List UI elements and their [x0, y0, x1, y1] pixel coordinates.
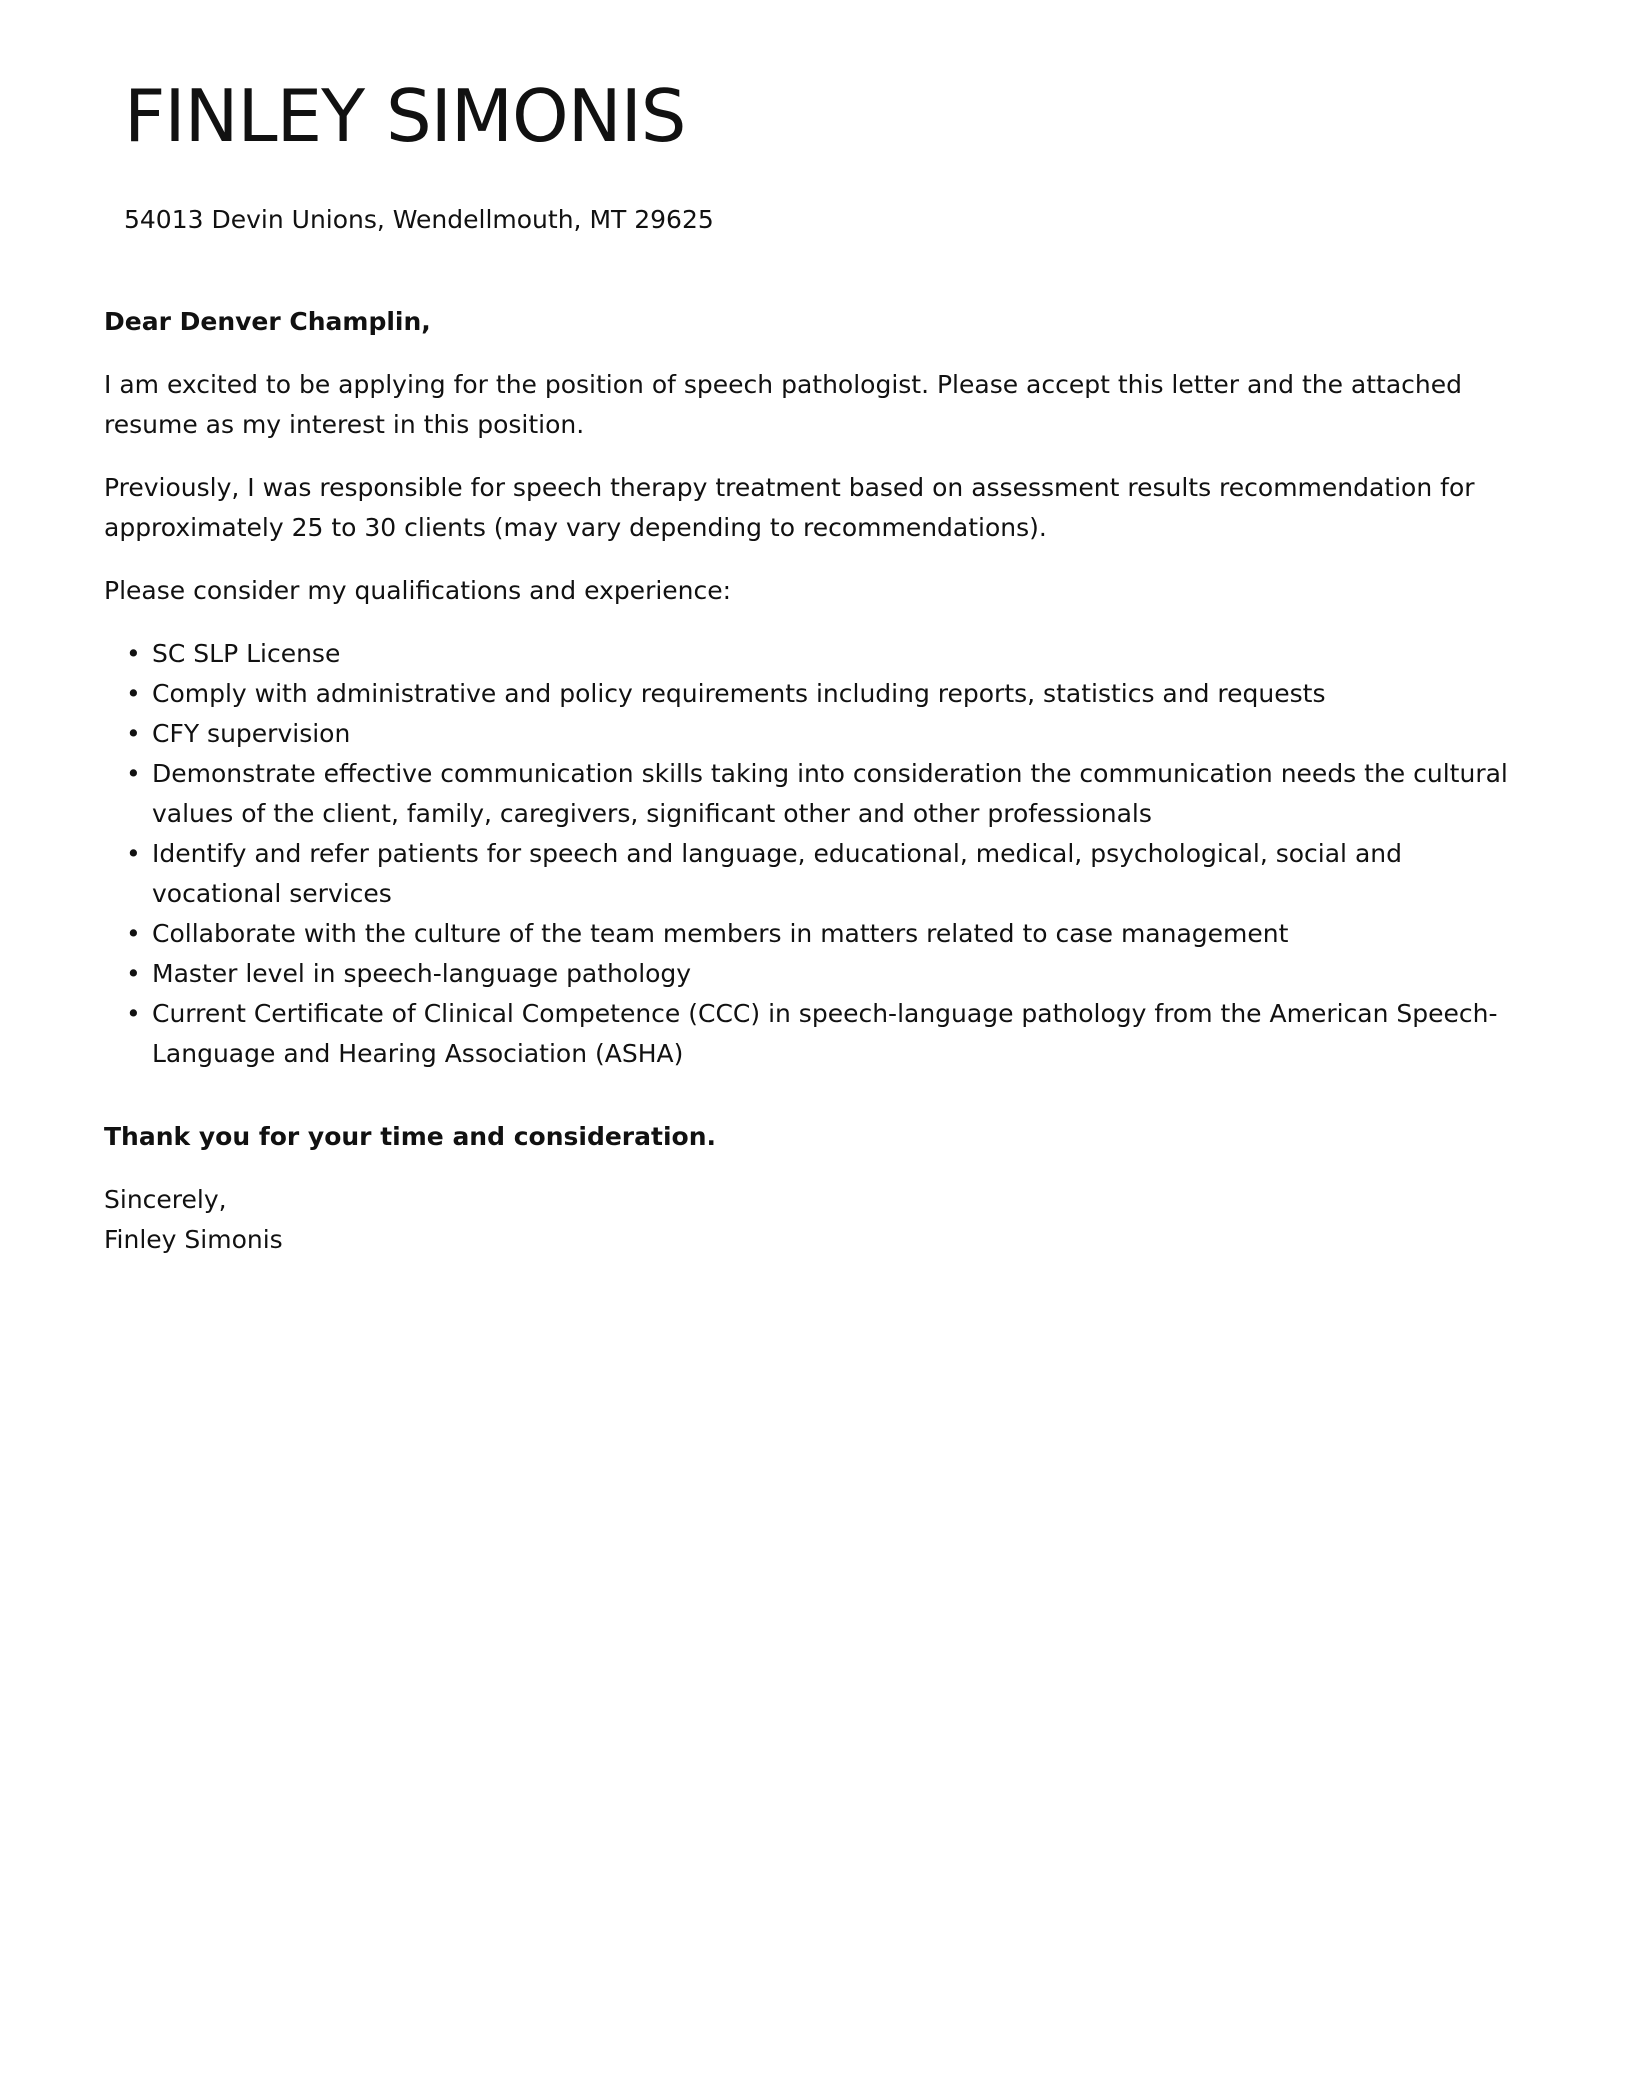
list-item-text: Demonstrate effective communication skills taking into consideration the communication needs the cultural values of the client, family, caregivers, significant other and other professionals [152, 759, 1508, 828]
bullet-icon: • [126, 759, 141, 788]
bullet-icon: • [126, 919, 141, 948]
salutation: Dear Denver Champlin, [104, 307, 431, 336]
list-item [126, 634, 1524, 674]
qualifications-list [104, 634, 1524, 1074]
qualifications-intro: Please consider my qualifications and experience: [104, 576, 732, 605]
list-item-text: Comply with administrative and policy requirements including reports, statistics and requests [152, 679, 1326, 708]
list-item [126, 754, 1524, 834]
bullet-icon: • [126, 679, 141, 708]
applicant-name: FINLEY SIMONIS [124, 74, 686, 158]
experience-paragraph: Previously, I was responsible for speech therapy treatment based on assessment results recommendation for approximately 25 to 30 clients (may vary depending to recommendations). [104, 473, 1475, 542]
letter-header [124, 70, 1504, 236]
letter-body [104, 302, 1524, 1260]
list-item-text: Identify and refer patients for speech and language, educational, medical, psychological, social and vocational services [152, 839, 1402, 908]
list-item [126, 674, 1524, 714]
list-item [126, 714, 1524, 754]
signature-name: Finley Simonis [104, 1225, 283, 1254]
list-item-text: Current Certificate of Clinical Competence (CCC) in speech-language pathology from the American Speech-Language and Hearing Association (ASHA) [152, 999, 1498, 1068]
bullet-icon: • [126, 839, 141, 868]
signoff-word: Sincerely, [104, 1185, 227, 1214]
signoff [104, 1180, 1524, 1260]
list-item [126, 914, 1524, 954]
list-item [126, 834, 1524, 914]
list-item [126, 954, 1524, 994]
list-item-text: CFY supervision [152, 719, 351, 748]
applicant-address: 54013 Devin Unions, Wendellmouth, MT 29625 [124, 205, 714, 234]
bullet-icon: • [126, 639, 141, 668]
intro-paragraph: I am excited to be applying for the position of speech pathologist. Please accept this letter and the attached resume as my interest in this position. [104, 370, 1463, 439]
bullet-icon: • [126, 719, 141, 748]
list-item [126, 994, 1524, 1074]
list-item-text: Master level in speech-language pathology [152, 959, 692, 988]
closing-line: Thank you for your time and consideration. [104, 1122, 716, 1151]
bullet-icon: • [126, 999, 141, 1028]
list-item-text: Collaborate with the culture of the team members in matters related to case management [152, 919, 1289, 948]
list-item-text: SC SLP License [152, 639, 341, 668]
bullet-icon: • [126, 959, 141, 988]
